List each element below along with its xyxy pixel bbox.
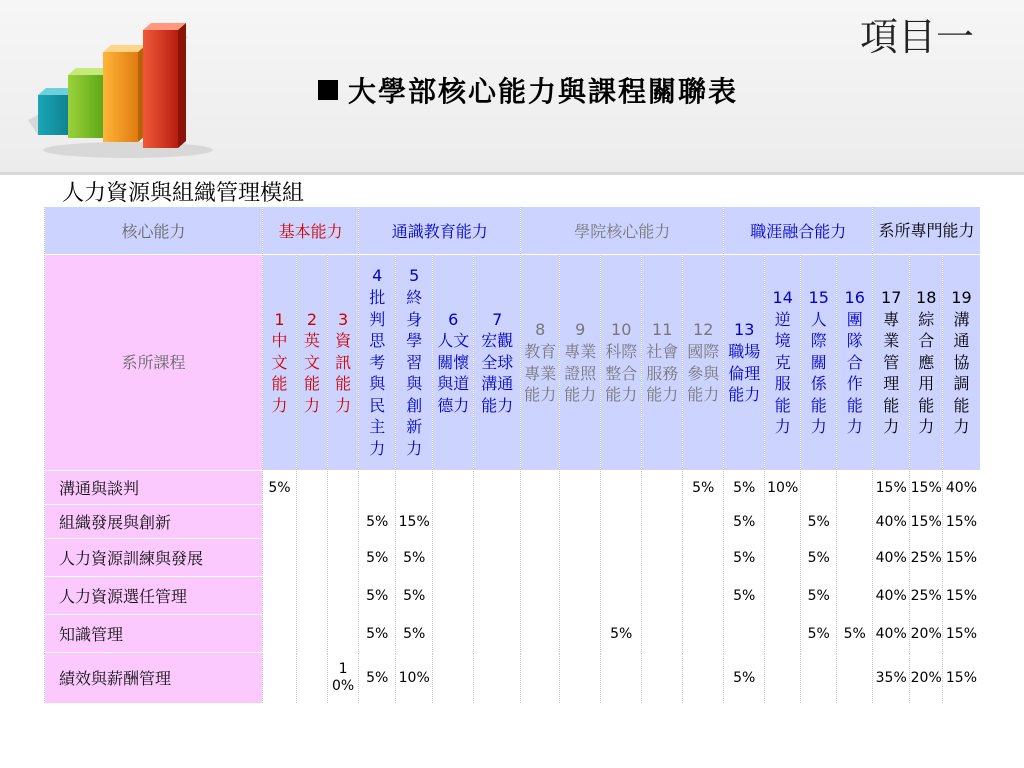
ability-header-5 [396,255,433,471]
cell-value: 40% [873,539,910,577]
group-college-core: 學院核心能力 [521,207,724,255]
course-name: 知識管理 [45,615,263,653]
cell-value: 5% [359,615,396,653]
cell-value [642,653,683,703]
cell-value [521,615,560,653]
cell-value [642,539,683,577]
cell-value [396,471,433,505]
ability-name: 人際關係能力 [810,309,827,437]
square-bullet-icon [318,80,338,100]
cell-value [263,615,297,653]
cell-value: 5% [801,577,837,615]
cell-value [328,615,359,653]
ability-name: 英文能力 [304,331,321,415]
course-name: 人力資源選任管理 [45,577,263,615]
cell-value: 10% [765,471,801,505]
cell-value [297,539,328,577]
ability-number: 11 [652,320,673,340]
cell-value [765,577,801,615]
cell-value [328,505,359,539]
cell-value [521,539,560,577]
ability-name: 專業證照能力 [564,341,597,405]
ability-number: 2 [306,309,318,329]
ability-header-11 [642,255,683,471]
cell-value: 15% [943,505,980,539]
ability-name: 教育專業能力 [524,341,557,405]
cell-value: 5% [724,471,765,505]
ability-header-2 [297,255,328,471]
cell-value: 15% [943,615,980,653]
cell-value: 15% [910,505,943,539]
cell-value: 15% [943,539,980,577]
table-row [45,505,980,539]
cell-value [601,539,642,577]
cell-value [765,539,801,577]
ability-header-10 [601,255,642,471]
table-row [45,577,980,615]
ability-name: 逆境克服能力 [774,309,791,437]
ability-header-3 [328,255,359,471]
cell-value [474,615,521,653]
cell-value [601,505,642,539]
ability-header-row [45,255,980,471]
cell-value [328,539,359,577]
ability-number: 13 [734,320,755,340]
slide-label: 項目一 [859,15,974,59]
course-name: 組織發展與創新 [45,505,263,539]
cell-value [297,653,328,703]
ability-number: 3 [338,309,349,329]
ability-number: 16 [844,287,865,307]
ability-number: 6 [448,309,459,329]
ability-number: 10 [611,320,632,340]
cell-value [297,505,328,539]
cell-value [560,615,601,653]
cell-value: 5% [724,539,765,577]
cell-value: 15% [396,505,433,539]
group-basic: 基本能力 [263,207,359,255]
cell-value: 15% [873,471,910,505]
module-title: 人力資源與組織管理模組 [62,181,305,206]
cell-value: 5% [359,539,396,577]
ability-number: 18 [916,287,937,307]
cell-value [433,653,474,703]
ability-number: 17 [881,287,902,307]
cell-value: 35% [873,653,910,703]
ability-header-15 [801,255,837,471]
ability-name: 資訊能力 [335,331,352,415]
cell-value [433,505,474,539]
ability-name: 批判思考與民主力 [369,287,386,459]
cell-value [433,471,474,505]
cell-value [521,505,560,539]
ability-header-14 [765,255,801,471]
group-career: 職涯融合能力 [724,207,873,255]
ability-name: 中文能力 [271,331,288,415]
cell-value: 10% [396,653,433,703]
cell-value [642,615,683,653]
ability-number: 12 [693,320,714,340]
table-row [45,539,980,577]
cell-value: 40% [873,615,910,653]
table-row [45,653,980,703]
ability-header-18 [910,255,943,471]
cell-value: 10% [328,653,359,703]
ability-name: 宏觀全球溝通能力 [481,331,514,415]
cell-value: 5% [359,505,396,539]
ability-header-1 [263,255,297,471]
cell-value [560,505,601,539]
course-name: 人力資源訓練與發展 [45,539,263,577]
cell-value: 5% [801,539,837,577]
cell-value: 5% [396,615,433,653]
cell-value [263,539,297,577]
cell-value [474,505,521,539]
ability-header-12 [683,255,724,471]
cell-value: 40% [943,471,980,505]
ability-header-4 [359,255,396,471]
cell-value: 5% [601,615,642,653]
ability-header-17 [873,255,910,471]
cell-value: 5% [359,653,396,703]
ability-name: 人文關懷與道德力 [437,331,470,415]
ability-number: 5 [409,266,420,286]
cell-value [683,539,724,577]
page-title [318,70,738,110]
ability-number: 19 [951,287,972,307]
ability-header-13 [724,255,765,471]
cell-value: 25% [910,577,943,615]
cell-value [560,653,601,703]
ability-name: 團隊合作能力 [846,309,863,437]
ability-number: 9 [575,320,586,340]
bar-chart-logo [28,10,228,160]
cell-value [560,471,601,505]
cell-value: 15% [943,577,980,615]
cell-value [601,471,642,505]
cell-value [263,577,297,615]
ability-course-matrix [44,206,980,703]
cell-value [683,653,724,703]
cell-value: 5% [724,577,765,615]
ability-header-16 [837,255,873,471]
cell-value: 20% [910,653,943,703]
ability-header-19 [943,255,980,471]
cell-value [359,471,396,505]
cell-value: 5% [683,471,724,505]
table-row [45,615,980,653]
cell-value [601,577,642,615]
cell-value [297,615,328,653]
ability-number: 15 [808,287,829,307]
ability-name: 職場倫理能力 [728,341,761,405]
cell-value [474,577,521,615]
cell-value: 15% [910,471,943,505]
cell-value [837,505,873,539]
cell-value [433,577,474,615]
course-name: 績效與薪酬管理 [45,653,263,703]
cell-value [474,653,521,703]
cell-value: 5% [801,505,837,539]
cell-value [433,539,474,577]
corner-label: 核心能力 [45,207,263,255]
cell-value [765,505,801,539]
ability-header-6 [433,255,474,471]
row-header-label: 系所課程 [45,255,263,471]
cell-value [837,653,873,703]
cell-value: 25% [910,539,943,577]
cell-value [328,471,359,505]
cell-value [683,577,724,615]
cell-value: 5% [801,615,837,653]
cell-value: 5% [263,471,297,505]
ability-number: 7 [492,309,503,329]
cell-value: 5% [837,615,873,653]
header-divider [0,172,1024,175]
cell-value [801,471,837,505]
cell-value: 40% [873,577,910,615]
cell-value [724,615,765,653]
cell-value: 5% [359,577,396,615]
ability-name: 溝通協調能力 [953,309,970,437]
cell-value [474,471,521,505]
cell-value [837,577,873,615]
cell-value: 20% [910,615,943,653]
cell-value: 15% [943,653,980,703]
cell-value [837,471,873,505]
ability-number: 1 [274,309,285,329]
ability-name: 專業管理能力 [883,309,900,437]
group-department: 系所專門能力 [873,207,980,255]
ability-header-9 [560,255,601,471]
cell-value [297,471,328,505]
ability-header-8 [521,255,560,471]
ability-name: 科際整合能力 [605,341,638,405]
ability-header-7 [474,255,521,471]
table-row [45,471,980,505]
cell-value [683,505,724,539]
ability-number: 14 [772,287,793,307]
cell-value [601,653,642,703]
cell-value [642,577,683,615]
cell-value: 5% [724,505,765,539]
ability-number: 8 [535,320,546,340]
cell-value [837,539,873,577]
ability-number: 4 [372,266,383,286]
cell-value [683,615,724,653]
cell-value [433,615,474,653]
ability-name: 終身學習與創新力 [406,287,423,459]
cell-value: 5% [396,577,433,615]
cell-value [263,653,297,703]
cell-value: 5% [724,653,765,703]
cell-value [297,577,328,615]
cell-value [801,653,837,703]
cell-value [765,615,801,653]
cell-value [765,653,801,703]
cell-value [328,577,359,615]
group-general-education: 通識教育能力 [359,207,521,255]
cell-value [521,471,560,505]
cell-value [263,505,297,539]
ability-name: 社會服務能力 [646,341,679,405]
page-title-text: 大學部核心能力與課程關聯表 [348,75,739,108]
ability-name: 國際參與能力 [687,341,720,405]
group-header-row [45,207,980,255]
cell-value [474,539,521,577]
cell-value [642,505,683,539]
cell-value [560,577,601,615]
course-name: 溝通與談判 [45,471,263,505]
cell-value: 5% [396,539,433,577]
ability-name: 綜合應用能力 [918,309,935,437]
cell-value [521,577,560,615]
cell-value: 40% [873,505,910,539]
cell-value [642,471,683,505]
cell-value [560,539,601,577]
cell-value [521,653,560,703]
